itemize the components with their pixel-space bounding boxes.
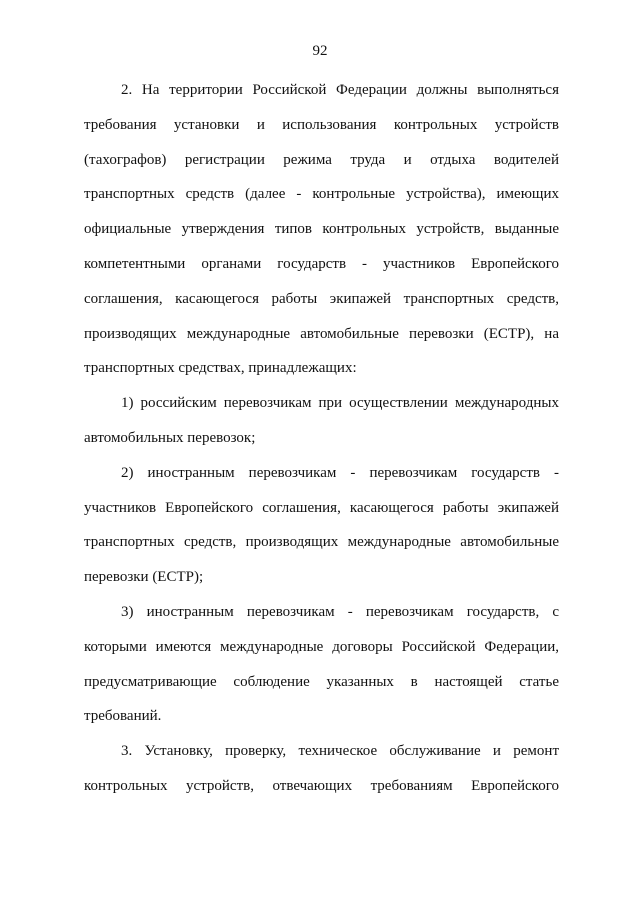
text-line: предусматривающие соблюдение указанных в настоящей статье — [84, 673, 559, 690]
document-body — [84, 79, 559, 810]
text-lines — [84, 79, 559, 810]
text-line: транспортных средств, производящих международные автомобильные — [84, 534, 559, 551]
text-line: перевозки (ЕСТР); — [84, 569, 204, 586]
text-line: производящих международные автомобильные перевозки (ЕСТР), на — [84, 325, 559, 342]
text-line: участников Европейского соглашения, касающегося работы экипажей — [84, 499, 559, 516]
text-line: которыми имеются международные договоры Российской Федерации, — [84, 638, 559, 655]
text-line: контрольных устройств, отвечающих требованиям Европейского — [84, 777, 559, 794]
text-line: требований. — [84, 708, 162, 725]
text-line: требования установки и использования контрольных устройств — [84, 116, 559, 133]
text-line: 2) иностранным перевозчикам - перевозчикам государств - — [121, 464, 559, 481]
text-line: 3) иностранным перевозчикам - перевозчикам государств, с — [121, 603, 559, 620]
text-line: 3. Установку, проверку, техническое обслуживание и ремонт — [121, 743, 559, 760]
text-line: автомобильных перевозок; — [84, 429, 256, 446]
text-line: компетентными органами государств - участников Европейского — [84, 255, 559, 272]
text-line: транспортных средствах, принадлежащих: — [84, 360, 357, 377]
text-line: официальные утверждения типов контрольных устройств, выданные — [84, 221, 559, 238]
text-line: транспортных средств (далее - контрольные устройства), имеющих — [84, 186, 559, 203]
text-line: 2. На территории Российской Федерации должны выполняться — [121, 82, 559, 98]
page-number: 92 — [312, 43, 328, 59]
text-line: 1) российским перевозчикам при осуществлении международных — [121, 395, 559, 412]
text-line: соглашения, касающегося работы экипажей транспортных средств, — [84, 290, 559, 307]
text-line: (тахографов) регистрации режима труда и отдыха водителей — [84, 151, 559, 168]
